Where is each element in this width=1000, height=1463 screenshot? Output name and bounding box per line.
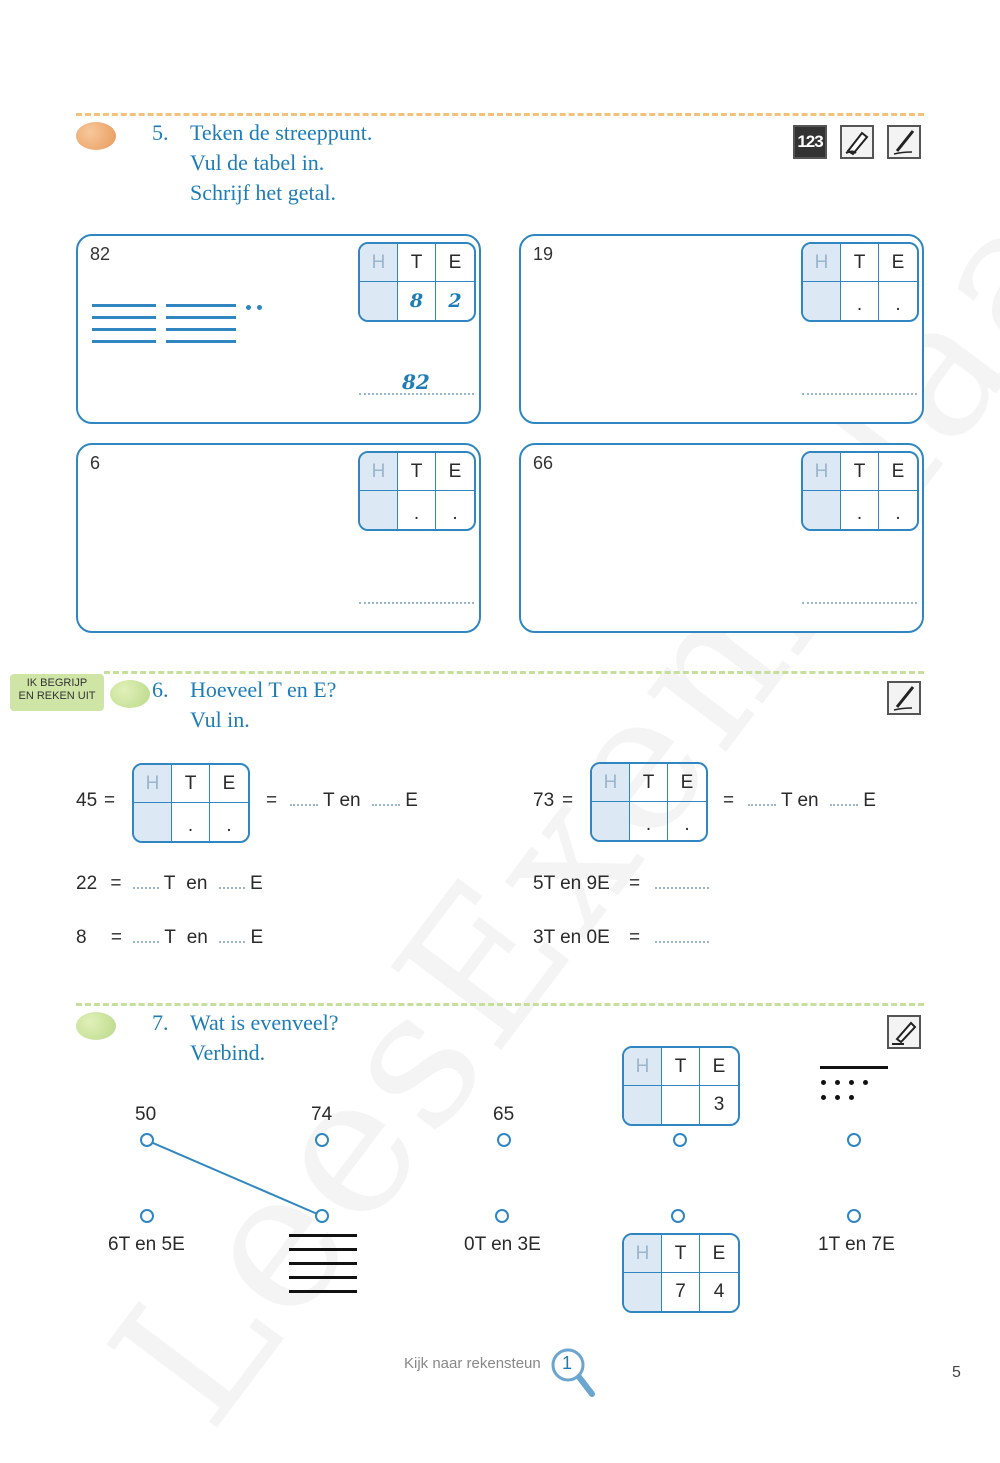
header-t: T [398, 453, 436, 491]
row1-right-number: 73 [533, 790, 555, 811]
cell-ones: 4 [713, 1281, 725, 1302]
card-number: 19 [533, 244, 554, 264]
connect-point-top[interactable] [673, 1133, 687, 1147]
footer-hint: Kijk naar rekensteun [404, 1355, 541, 1372]
cell-ones: 3 [713, 1094, 725, 1115]
q6-number: 6. [152, 677, 169, 702]
page-number: 5 [952, 1364, 961, 1381]
header-e: E [879, 453, 917, 491]
connect-point-top[interactable] [140, 1133, 154, 1147]
skill-tag-line-1: IK BEGRIJP [26, 677, 88, 689]
equals-sign: = [110, 873, 122, 894]
q7-number: 7. [152, 1010, 169, 1035]
cell-tens[interactable]: . [398, 491, 436, 529]
tens-line [289, 1234, 357, 1237]
top-label-65: 65 [493, 1104, 515, 1125]
connect-point-bottom[interactable] [315, 1209, 329, 1223]
header-t: T [172, 765, 210, 803]
en-label: en [186, 873, 208, 894]
hte-table-bottom [622, 1233, 740, 1313]
q5-number: 5. [152, 120, 169, 145]
row1-left-number: 45 [76, 790, 98, 811]
connect-point-top[interactable] [497, 1133, 511, 1147]
q5-line-3: Schrijf het getal. [190, 180, 337, 205]
cell-ones[interactable]: . [895, 294, 901, 315]
bottom-label-0t-3e: 0T en 3E [464, 1234, 541, 1255]
e-label: E [863, 790, 876, 811]
skill-tag-line-2: EN REKEN UIT [18, 690, 96, 702]
equals-sign: = [723, 790, 735, 811]
header-e: E [668, 764, 706, 802]
cell-tens[interactable]: 8 [398, 282, 436, 320]
header-h: H [624, 1048, 662, 1086]
e-label: E [250, 873, 263, 894]
q7-line-1: Wat is evenveel? [190, 1010, 339, 1035]
equals-sign: = [629, 873, 641, 894]
cell-tens[interactable]: . [172, 803, 210, 841]
e-label: E [405, 790, 418, 811]
connect-point-bottom[interactable] [847, 1209, 861, 1223]
cell-tens: 7 [662, 1273, 700, 1311]
equals-sign: = [562, 790, 574, 811]
equals-sign: = [629, 927, 641, 948]
q6-line-2: Vul in. [190, 707, 250, 732]
t-label: T [163, 873, 176, 894]
123-icon: 123 [793, 125, 827, 159]
header-t: T [662, 1235, 700, 1273]
footer-hint-number: 1 [562, 1353, 573, 1373]
answer-value[interactable]: 82 [402, 370, 430, 394]
t-en-label: T en [780, 790, 819, 811]
bottom-label-1t-7e: 1T en 7E [818, 1234, 895, 1255]
cell-tens[interactable]: . [841, 491, 879, 529]
connect-point-bottom[interactable] [671, 1209, 685, 1223]
cell-h [624, 1273, 662, 1311]
header-t: T [841, 453, 879, 491]
header-h: H [360, 244, 398, 282]
t-label: T [164, 927, 176, 948]
e-label: E [250, 927, 264, 948]
top-label-50: 50 [135, 1104, 157, 1125]
bottom-label-6t-5e: 6T en 5E [108, 1234, 185, 1255]
card-number: 66 [533, 453, 554, 473]
header-h: H [360, 453, 398, 491]
cell-ones[interactable]: . [452, 503, 458, 524]
equals-sign: = [104, 790, 116, 811]
header-t: T [841, 244, 879, 282]
tens-line [289, 1262, 357, 1265]
connect-point-bottom[interactable] [140, 1209, 154, 1223]
header-h: H [592, 764, 630, 802]
card-number: 6 [90, 453, 101, 473]
equals-sign: = [266, 790, 278, 811]
header-e: E [210, 765, 248, 803]
tens-line [289, 1290, 357, 1293]
q6-line-1: Hoeveel T en E? [190, 677, 337, 702]
en-label: en [186, 927, 208, 948]
row2-left-number: 22 [76, 873, 98, 894]
cell-ones[interactable]: 2 [448, 290, 462, 312]
header-t: T [630, 764, 668, 802]
card-number: 82 [90, 244, 111, 264]
header-e: E [879, 244, 917, 282]
header-t: T [662, 1048, 700, 1086]
header-h: H [803, 244, 841, 282]
equals-sign: = [110, 927, 122, 948]
connect-point-bottom[interactable] [495, 1209, 509, 1223]
q5-line-2: Vul de tabel in. [190, 150, 325, 175]
header-e: E [700, 1048, 738, 1086]
cell-ones[interactable]: . [895, 503, 901, 524]
top-label-74: 74 [311, 1104, 333, 1125]
q7-line-2: Verbind. [190, 1040, 266, 1065]
header-h: H [803, 453, 841, 491]
row3-right-expression: 3T en 0E [533, 927, 610, 948]
cell-ones[interactable]: . [226, 815, 232, 836]
connect-point-top[interactable] [315, 1133, 329, 1147]
header-e: E [436, 244, 474, 282]
row2-right-expression: 5T en 9E [533, 873, 610, 894]
cell-tens[interactable]: . [841, 282, 879, 320]
magnifier-icon [548, 1346, 598, 1404]
row3-left-number: 8 [76, 927, 87, 948]
t-en-label: T en [322, 790, 361, 811]
tens-line [289, 1276, 357, 1279]
header-e: E [700, 1235, 738, 1273]
header-h: H [624, 1235, 662, 1273]
header-t: T [398, 244, 436, 282]
header-e: E [436, 453, 474, 491]
cell-tens[interactable]: . [630, 802, 668, 840]
connect-point-top[interactable] [847, 1133, 861, 1147]
q5-line-1: Teken de streeppunt. [190, 120, 373, 145]
cell-ones[interactable]: . [684, 814, 690, 835]
header-h: H [134, 765, 172, 803]
tens-line [289, 1248, 357, 1251]
